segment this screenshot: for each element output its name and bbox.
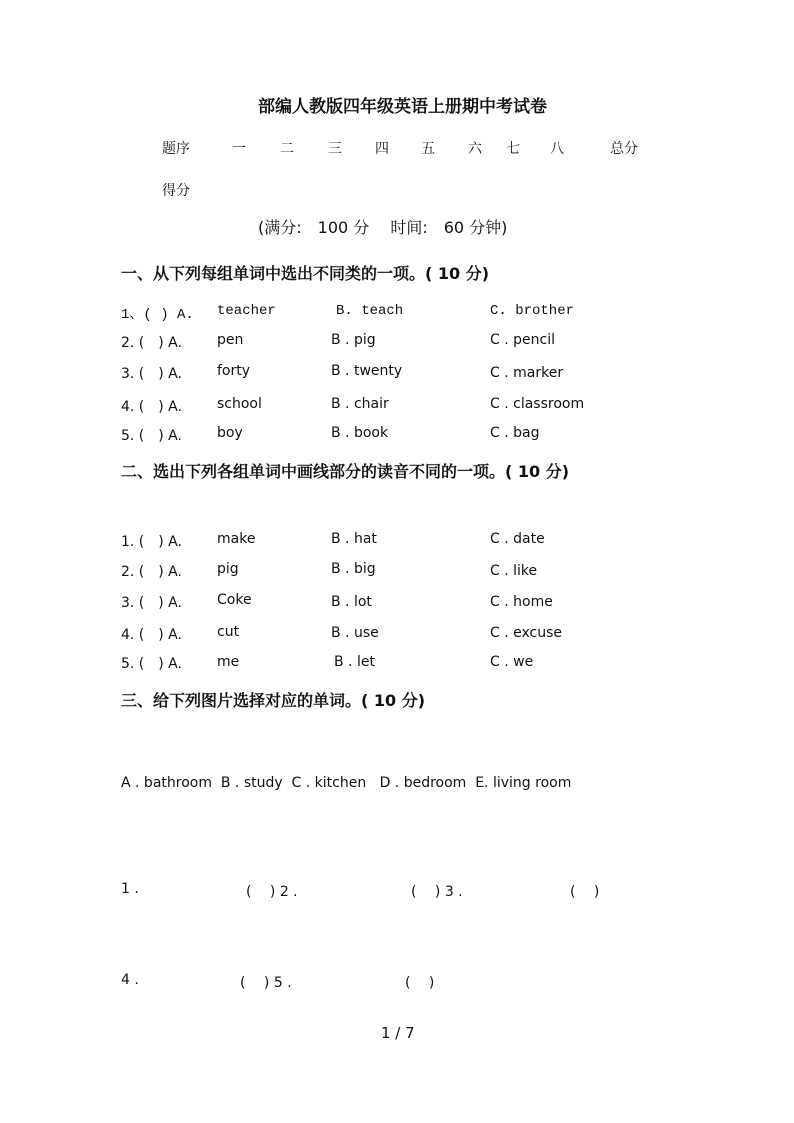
exam-info: (满分: 100 分 时间: 60 分钟) — [258, 218, 508, 237]
option-c: C . classroom — [490, 396, 585, 412]
option-b: B . let — [334, 654, 375, 670]
option-a: Coke — [217, 592, 252, 608]
option-c: C . bag — [490, 425, 540, 441]
option-b: B . lot — [331, 594, 372, 610]
list-item-number: 3. ( ) A. — [121, 595, 182, 611]
list-item-number: 1. ( ) A. — [121, 534, 182, 550]
option-a: forty — [217, 363, 251, 379]
option-b: B . pig — [331, 332, 376, 348]
answer-label-4: 4 . — [121, 972, 139, 988]
option-c: C . pencil — [490, 332, 555, 348]
list-item-number: 4. ( ) A. — [121, 399, 182, 415]
list-item-number: 4. ( ) A. — [121, 627, 182, 643]
score-header-4: 四 — [375, 141, 389, 157]
option-a: pig — [217, 561, 239, 577]
page-number: 1 / 7 — [381, 1024, 415, 1042]
option-b: B . chair — [331, 396, 389, 412]
page-title: 部编人教版四年级英语上册期中考试卷 — [258, 97, 547, 117]
option-b: B . big — [331, 561, 376, 577]
option-a: make — [217, 531, 256, 547]
score-header-5: 五 — [421, 141, 435, 157]
option-a: teacher — [217, 303, 276, 319]
option-c: C. brother — [490, 303, 575, 319]
option-b: B . twenty — [331, 363, 403, 379]
list-item-number: 2. ( ) A. — [121, 335, 182, 351]
list-item-number: 1、( ) A. — [121, 307, 194, 323]
section3-heading: 三、给下列图片选择对应的单词。( 10 分) — [121, 691, 426, 710]
answer-blank-2[interactable]: ( ) 3 . — [411, 884, 463, 900]
list-item-number: 5. ( ) A. — [121, 428, 182, 444]
list-item-number: 2. ( ) A. — [121, 564, 182, 580]
score-header-total: 总分 — [610, 141, 638, 157]
score-header-1: 一 — [232, 141, 246, 157]
option-c: C . excuse — [490, 625, 563, 641]
answer-blank-3[interactable]: ( ) — [570, 884, 600, 900]
option-a: me — [217, 654, 240, 670]
section2-heading: 二、选出下列各组单词中画线部分的读音不同的一项。( 10 分) — [121, 462, 570, 481]
list-item-number: 3. ( ) A. — [121, 366, 182, 382]
option-c: C . date — [490, 531, 545, 547]
option-b: B. teach — [336, 303, 404, 319]
list-item-number: 5. ( ) A. — [121, 656, 182, 672]
score-header-6: 六 — [468, 141, 482, 157]
score-header-2: 二 — [280, 141, 294, 157]
word-options: A . bathroom B . study C . kitchen D . bedroom E. living room — [121, 775, 572, 791]
option-c: C . we — [490, 654, 534, 670]
answer-blank-1[interactable]: ( ) 2 . — [246, 884, 298, 900]
option-b: B . book — [331, 425, 389, 441]
answer-blank-5[interactable]: ( ) — [405, 975, 435, 991]
option-b: B . use — [331, 625, 379, 641]
option-a: cut — [217, 624, 240, 640]
answer-blank-4[interactable]: ( ) 5 . — [240, 975, 292, 991]
option-a: boy — [217, 425, 243, 441]
option-a: school — [217, 396, 262, 412]
section1-heading: 一、从下列每组单词中选出不同类的一项。( 10 分) — [121, 264, 490, 283]
score-header-8: 八 — [550, 141, 564, 157]
score-row-label: 得分 — [162, 183, 190, 199]
score-header-7: 七 — [506, 141, 520, 157]
option-c: C . like — [490, 563, 538, 579]
option-c: C . marker — [490, 365, 564, 381]
score-header-3: 三 — [328, 141, 342, 157]
option-c: C . home — [490, 594, 553, 610]
answer-label-1: 1 . — [121, 881, 139, 897]
score-header-label: 题序 — [162, 141, 190, 157]
option-a: pen — [217, 332, 244, 348]
option-b: B . hat — [331, 531, 377, 547]
